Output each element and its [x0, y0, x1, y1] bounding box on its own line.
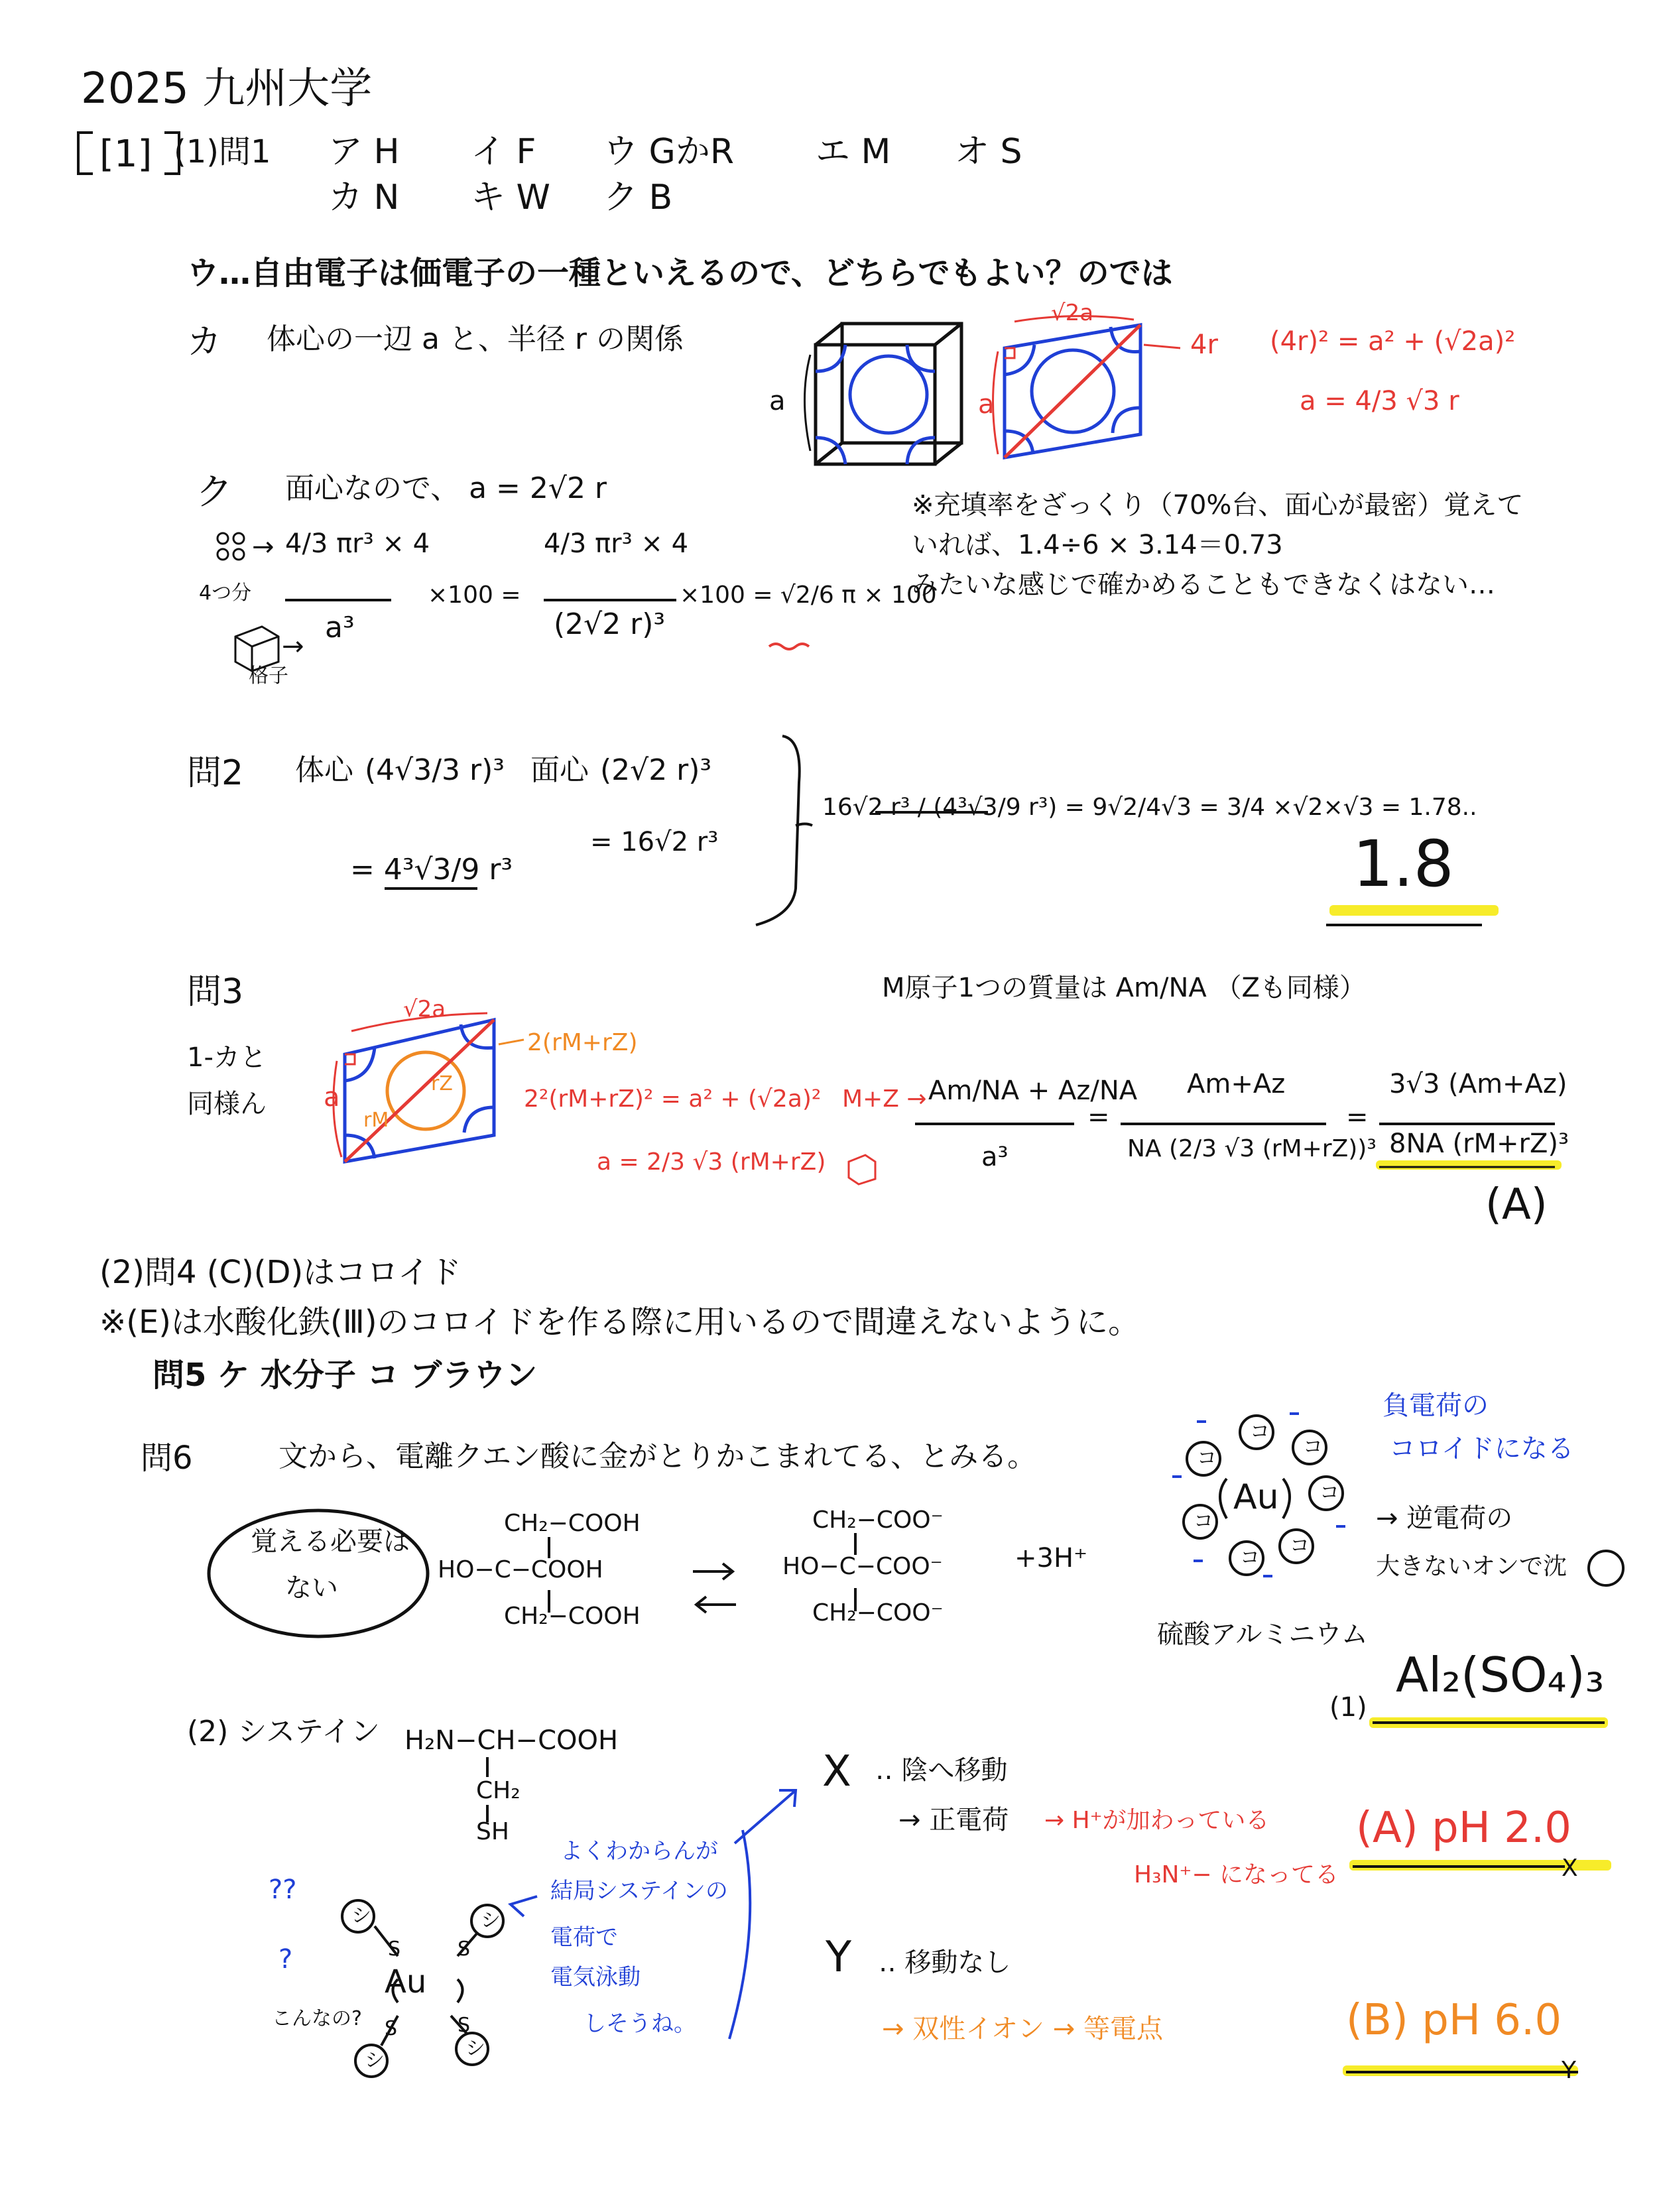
- answer-u: ウ GかR: [603, 132, 734, 172]
- q3-answer: (A): [1485, 1180, 1548, 1229]
- q3-frac2-den: NA (2/3 √3 (rM+rZ))³: [1127, 1135, 1377, 1162]
- ku-label: ク: [196, 471, 233, 514]
- answer-b-tag: Y: [1562, 2057, 1576, 2084]
- ko-5: コ: [1194, 1510, 1213, 1533]
- ka-text: 体心の一辺 a と、半径 r の関係: [267, 322, 684, 356]
- q2-answer: 1.8: [1353, 827, 1454, 901]
- x-label: X: [822, 1747, 851, 1796]
- q3-eq2: 2²(rM+rZ)² = a² + (√2a)²: [524, 1085, 822, 1113]
- ku-arrow2: →: [282, 631, 304, 662]
- q3-sqrt2a: √2a: [403, 996, 446, 1022]
- ko-2: コ: [1303, 1436, 1323, 1459]
- ko-3: コ: [1197, 1447, 1217, 1470]
- packing-note-1: ※充填率をざっくり（70%台、面心が最密）覚えて: [912, 490, 1524, 521]
- q2-fcc-expr: (2√2 r)³: [600, 753, 712, 787]
- q3-frac-den: a³: [981, 1142, 1009, 1172]
- y-orange: → 双性イオン → 等電点: [882, 2014, 1163, 2044]
- reverse-charge-2: 大きないオンで沈: [1376, 1553, 1567, 1580]
- ku-frac1-num: 4/3 πr³ × 4: [285, 528, 430, 559]
- au-cysteine-label: Au: [385, 1963, 427, 2000]
- citrate-line-3: CH₂−COO⁻: [812, 1599, 944, 1627]
- ko-4: コ: [1320, 1481, 1339, 1505]
- answer-a: ア H: [328, 132, 400, 172]
- q3-eq3: a = 2/3 √3 (rM+rZ): [597, 1148, 826, 1176]
- q2-bcc-expr: (4√3/3 r)³: [365, 753, 505, 787]
- answer-a-tag: X: [1562, 1855, 1578, 1882]
- shi-4: シ: [465, 2037, 485, 2060]
- bcc-diagonal-sketch: [993, 316, 1181, 458]
- q3-mz: M+Z →: [842, 1085, 927, 1113]
- bubble-line-2: ない: [285, 1573, 338, 1603]
- s-1: S: [388, 1937, 401, 1961]
- blue-note-4: 電気泳動: [550, 1964, 641, 1991]
- ku-small-lattice: 格子: [249, 664, 288, 688]
- q2-fcc-result: = 16√2 r³: [590, 827, 719, 857]
- q3-equals1: =: [1087, 1102, 1110, 1133]
- cysteine-line-1: H₂N−CH−COOH: [404, 1725, 619, 1756]
- q6-label: 問6: [141, 1440, 193, 1477]
- s-2: S: [458, 1937, 471, 1961]
- blue-note-2: 結局システインの: [550, 1878, 728, 1904]
- q3-rz: rZ: [431, 1072, 453, 1095]
- x-text: ‥ 陰へ移動: [875, 1755, 1008, 1786]
- answer-ka: カ N: [328, 178, 400, 217]
- bubble-line-1: 覚える必要は: [251, 1526, 410, 1557]
- ku-small-4: 4つ分: [199, 582, 252, 605]
- q5-text: 問5 ケ 水分子 コ ブラウン: [153, 1357, 538, 1394]
- ans1-formula: Al₂(SO₄)₃: [1396, 1647, 1605, 1703]
- q3-label: 問3: [187, 972, 244, 1012]
- alum-label: 硫酸アルミニウム: [1157, 1619, 1368, 1650]
- citric-line-2: HO−C−COOH: [438, 1556, 603, 1583]
- s-3: S: [385, 2017, 398, 2040]
- q3-side1: 1-カと: [187, 1042, 267, 1073]
- q4-note: ※(E)は水酸化鉄(Ⅲ)のコロイドを作る際に用いるので間違えないように。: [99, 1304, 1140, 1341]
- ka-label: カ: [187, 322, 222, 362]
- q3-mass-note: M原子1つの質量は Am/NA （Zも同様）: [882, 973, 1366, 1003]
- konna-label: こんなの?: [272, 2007, 362, 2030]
- q3-diagram-sketch: [334, 1013, 524, 1162]
- answer-ku: ク B: [603, 178, 673, 217]
- question-marks-2: ?: [278, 1944, 293, 1975]
- citric-line-1: CH₂−COOH: [504, 1510, 641, 1537]
- ku-x100: ×100 =: [428, 582, 521, 609]
- q3-side2: 同様ん: [187, 1089, 267, 1119]
- ko-7: コ: [1240, 1546, 1260, 1569]
- shi-2: シ: [481, 1909, 501, 1932]
- ku-text: 面心なので、 a = 2√2 r: [285, 471, 607, 505]
- cysteine-line-2: CH₂: [476, 1777, 521, 1804]
- bcc-cube-sketch: [805, 324, 962, 464]
- x-red-1: → H⁺が加わっている: [1044, 1807, 1270, 1834]
- q4-text: (2)問4 (C)(D)はコロイド: [99, 1254, 461, 1291]
- q3-final-num: 3√3 (Am+Az): [1389, 1069, 1567, 1099]
- cysteine-label: (2) システイン: [187, 1715, 381, 1749]
- section-number: [1]: [99, 133, 153, 176]
- ka-4r: 4r: [1190, 330, 1218, 360]
- ku-frac2-den: (2√2 r)³: [554, 607, 666, 641]
- q6-text: 文から、電離クエン酸に金がとりかこまれてる、とみる。: [278, 1440, 1037, 1473]
- q3-final-den: 8NA (rM+rZ)³: [1389, 1129, 1569, 1159]
- x-arrow: → 正電荷: [898, 1805, 1009, 1835]
- ka-eq2: a = 4/3 √3 r: [1300, 386, 1459, 416]
- ka-a-label: a: [769, 386, 786, 416]
- answer-ki: キ W: [471, 178, 550, 217]
- answer-a-ph: (A) pH 2.0: [1356, 1804, 1571, 1853]
- question-marks-1: ??: [269, 1874, 297, 1905]
- u-comment: ウ…自由電子は価電子の一種といえるので、どちらでもよい？のでは: [187, 255, 1173, 292]
- answer-b-ph: (B) pH 6.0: [1346, 1996, 1562, 2045]
- ka-a-red: a: [978, 389, 995, 420]
- ku-arrow: →: [252, 532, 275, 562]
- q2-fcc: 面心: [530, 753, 589, 787]
- page-title: 2025 九州大学: [81, 64, 373, 113]
- cysteine-line-3: SH: [476, 1818, 509, 1845]
- au-colloid-label: Au: [1233, 1477, 1279, 1517]
- ko-6: コ: [1290, 1534, 1310, 1558]
- answer-e: エ M: [816, 132, 891, 172]
- citric-line-3: CH₂−COOH: [504, 1603, 641, 1630]
- q3-a: a: [324, 1082, 340, 1113]
- ku-frac2-num: 4/3 πr³ × 4: [544, 528, 689, 559]
- ka-eq1: (4r)² = a² + (√2a)²: [1270, 326, 1516, 357]
- q3-equals2: =: [1346, 1102, 1369, 1133]
- y-text: ‥ 移動なし: [879, 1947, 1011, 1978]
- q3-rm: rM: [363, 1109, 389, 1132]
- q3-eq1: 2(rM+rZ): [527, 1029, 638, 1056]
- blue-note-1: よくわからんが: [560, 1838, 718, 1865]
- ans1-label: (1): [1329, 1692, 1367, 1723]
- q2-ratio: 16√2 r³ / (4³√3/9 r³) = 9√2/4√3 = 3/4 ×√2×√3 = 1.78..: [822, 794, 1477, 821]
- q2-label: 問2: [187, 753, 244, 793]
- shi-3: シ: [365, 2049, 385, 2072]
- ku-frac1-den: a³: [325, 611, 355, 645]
- ka-sqrt2a: √2a: [1051, 300, 1094, 326]
- plus-3h: +3H⁺: [1014, 1543, 1088, 1573]
- q3-frac2-num: Am+Az: [1187, 1069, 1286, 1099]
- q1-label: (1)問1: [174, 133, 271, 170]
- shi-1: シ: [351, 1904, 371, 1928]
- blue-note-3: 電荷で: [550, 1924, 618, 1951]
- packing-note-2: いれば、1.4÷6 × 3.14＝0.73: [912, 530, 1283, 560]
- s-4: S: [458, 2014, 471, 2037]
- reverse-charge-1: → 逆電荷の: [1376, 1503, 1513, 1534]
- answer-i: イ F: [471, 132, 536, 172]
- q3-frac-num: Am/NA + Az/NA: [928, 1075, 1138, 1106]
- neg-colloid-1: 負電荷の: [1382, 1390, 1489, 1421]
- x-red-2: H₃N⁺− になってる: [1134, 1861, 1339, 1888]
- ku-result: ×100 = √2/6 π × 100: [680, 582, 937, 609]
- citrate-line-2: HO−C−COO⁻: [782, 1553, 943, 1580]
- q2-bcc-result: = 4³√3/9 r³: [350, 853, 513, 887]
- citrate-line-1: CH₂−COO⁻: [812, 1506, 944, 1534]
- answer-o: オ S: [955, 132, 1022, 172]
- neg-colloid-2: コロイドになる: [1389, 1434, 1574, 1464]
- y-label: Y: [826, 1933, 852, 1982]
- blue-note-5: しそうね。: [584, 2010, 696, 2037]
- packing-note-3: みたいな感じで確かめることもできなくはない…: [912, 570, 1495, 600]
- q2-bcc: 体心: [295, 753, 353, 787]
- ko-1: コ: [1250, 1420, 1270, 1444]
